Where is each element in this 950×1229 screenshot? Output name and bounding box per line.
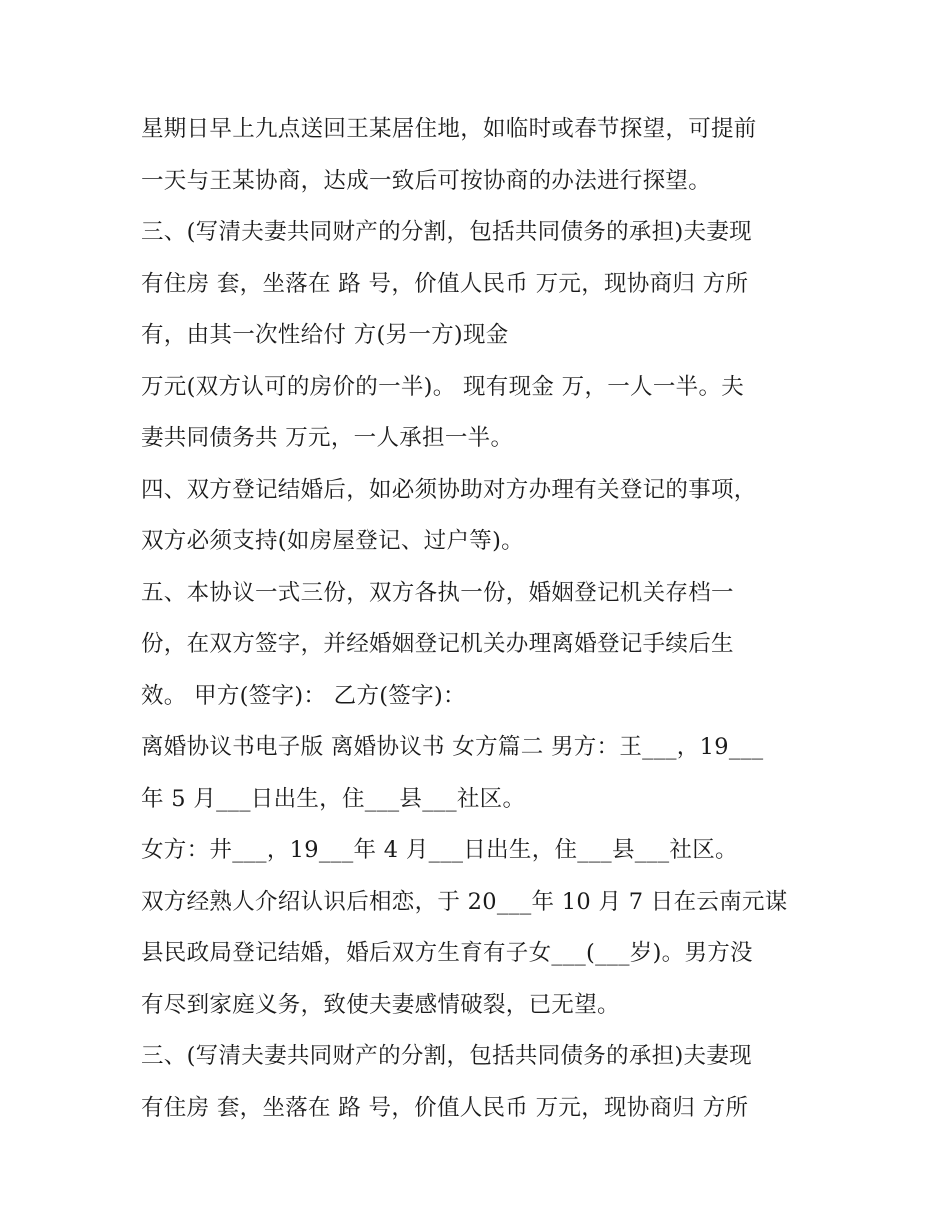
text-line: 有住房 套，坐落在 路 号，价值人民币 万元，现协商归 方所	[141, 1094, 749, 1121]
text-line: 妻共同债务共 万元，一人承担一半。	[141, 425, 514, 451]
text-line: 三、(写清夫妻共同财产的分割，包括共同债务的承担)夫妻现	[141, 1043, 752, 1069]
text-line: 效。 甲方(签字)： 乙方(签字)：	[141, 682, 466, 709]
text-line: 离婚协议书电子版 离婚协议书 女方篇二 男方：王___，19___	[141, 734, 764, 760]
text-line: 星期日早上九点送回王某居住地，如临时或春节探望，可提前	[141, 116, 757, 142]
text-line: 万元(双方认可的房价的一半)。 现有现金 万，一人一半。夫	[141, 373, 745, 400]
text-line: 四、双方登记结婚后，如必须协助对方办理有关登记的事项，	[141, 476, 757, 503]
document-body	[141, 104, 821, 1134]
text-line: 县民政局登记结婚，婚后双方生育有子女___(___岁)。男方没	[141, 940, 753, 966]
text-line: 份，在双方签字，并经婚姻登记机关办理离婚登记手续后生	[141, 631, 734, 657]
text-line: 有，由其一次性给付 方(另一方)现金	[141, 322, 509, 348]
text-line: 有住房 套，坐落在 路 号，价值人民币 万元，现协商归 方所	[141, 270, 749, 297]
text-line: 有尽到家庭义务，致使夫妻感情破裂，已无望。	[141, 991, 620, 1018]
text-line: 双方经熟人介绍认识后相恋，于 20___年 10 月 7 日在云南元谋	[141, 888, 788, 915]
text-line: 五、本协议一式三份，双方各执一份，婚姻登记机关存档一	[141, 579, 734, 606]
text-line: 双方必须支持(如房屋登记、过户等)。	[141, 528, 524, 554]
text-line: 一天与王某协商，达成一致后可按协商的办法进行探望。	[141, 167, 712, 194]
text-line: 年 5 月___日出生，住___县___社区。	[141, 785, 526, 812]
text-line: 三、(写清夫妻共同财产的分割，包括共同债务的承担)夫妻现	[141, 219, 752, 245]
text-line: 女方：井___，19___年 4 月___日出生，住___县___社区。	[141, 837, 738, 863]
